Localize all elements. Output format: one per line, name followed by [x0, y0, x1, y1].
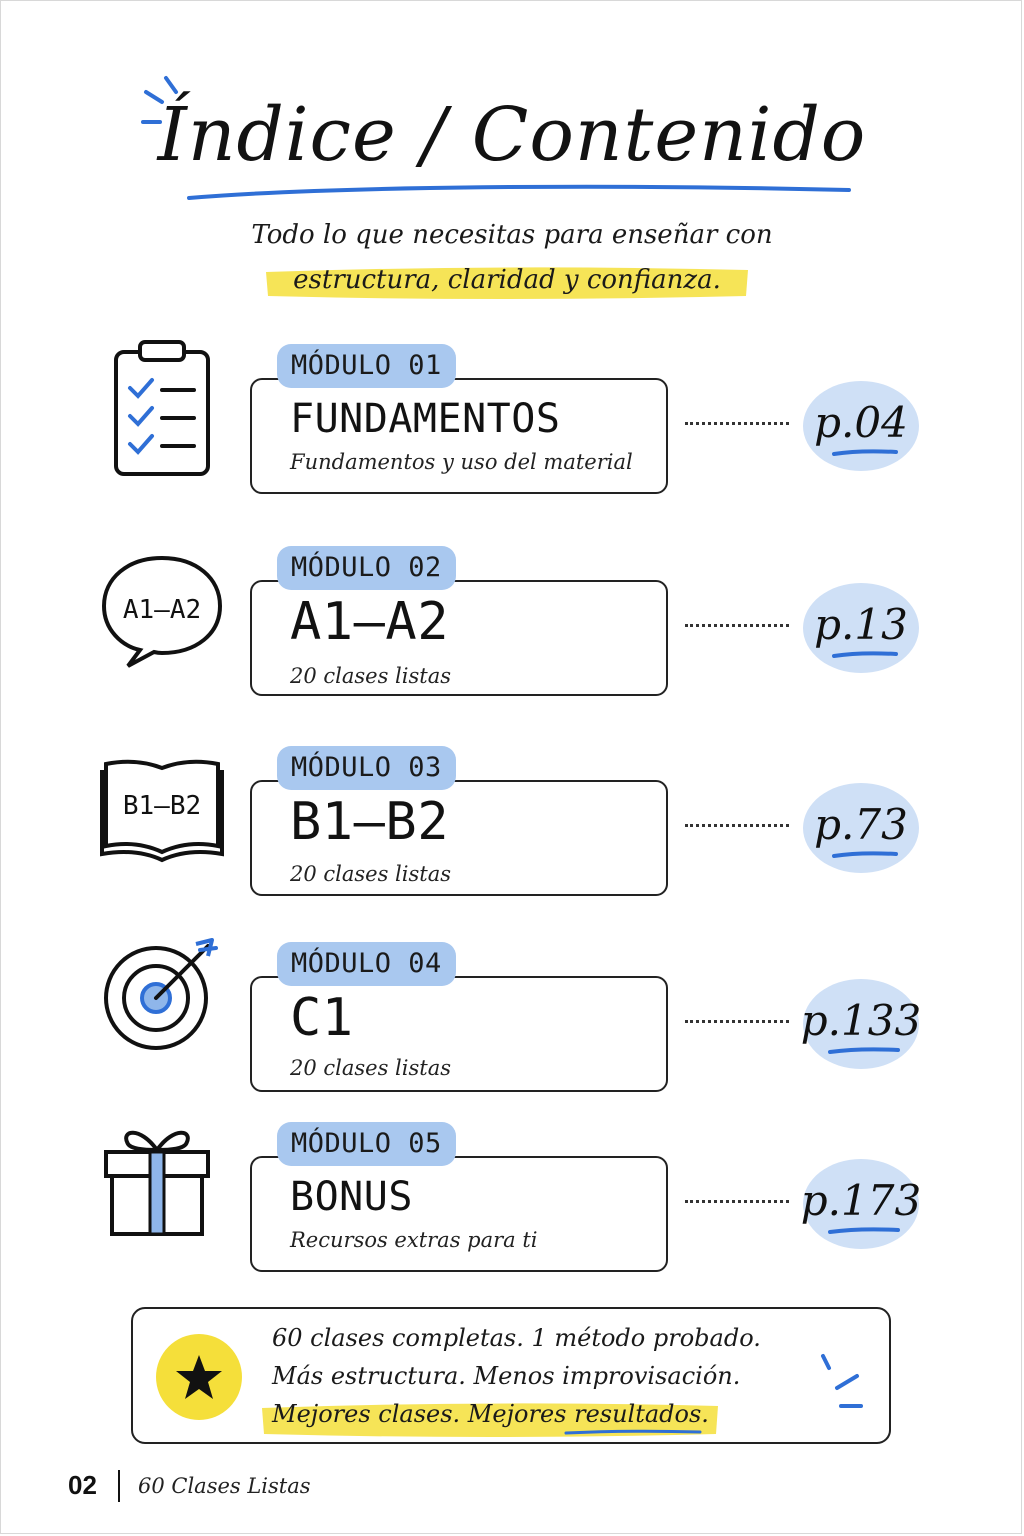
page-number-link[interactable]: p.13	[814, 600, 908, 649]
target-arrow-icon	[100, 936, 224, 1086]
speech-bubble-icon	[100, 540, 224, 690]
star-icon	[155, 1333, 243, 1421]
summary-line-2: Más estructura. Menos improvisación.	[272, 1362, 741, 1390]
footer-divider	[118, 1470, 120, 1502]
footer-page-number: 02	[68, 1470, 97, 1500]
module-row-01[interactable]	[0, 338, 1024, 508]
gift-icon	[100, 1116, 224, 1266]
module-row-05[interactable]	[0, 1116, 1024, 1286]
summary-line-1: 60 clases completas. 1 método probado.	[272, 1324, 761, 1352]
open-book-icon	[100, 740, 224, 890]
subtitle-line-2: estructura, claridad y confianza.	[293, 265, 721, 295]
dotted-leader	[685, 1020, 789, 1027]
dotted-leader	[685, 824, 789, 831]
module-tag: MÓDULO 01	[277, 344, 456, 388]
module-name: A1–A2	[290, 592, 450, 652]
speech-bubble-label: A1–A2	[122, 595, 202, 625]
module-name: BONUS	[290, 1174, 413, 1220]
page-title: Índice / Contenido	[157, 92, 867, 178]
module-name: FUNDAMENTOS	[290, 396, 561, 442]
footer-book-title: 60 Clases Listas	[138, 1474, 311, 1498]
module-tag: MÓDULO 05	[277, 1122, 456, 1166]
page-number-link[interactable]: p.73	[814, 800, 908, 849]
module-description: Recursos extras para ti	[290, 1228, 538, 1252]
summary-line-3: Mejores clases. Mejores resultados.	[272, 1400, 709, 1428]
module-row-04[interactable]	[0, 936, 1024, 1106]
clipboard-checklist-icon	[100, 338, 224, 488]
subtitle-line-1: Todo lo que necesitas para enseñar con	[251, 220, 773, 250]
module-row-03[interactable]	[0, 740, 1024, 910]
title-underline	[185, 176, 855, 206]
dotted-leader	[685, 1200, 789, 1207]
module-tag: MÓDULO 04	[277, 942, 456, 986]
module-description: Fundamentos y uso del material	[290, 450, 633, 474]
module-description: 20 clases listas	[290, 862, 451, 886]
sparkle-lines-icon	[815, 1350, 875, 1414]
page-number-link[interactable]: p.133	[800, 996, 922, 1045]
book-label: B1–B2	[122, 791, 202, 821]
subtitle-highlight-block	[262, 262, 752, 302]
module-name: C1	[290, 988, 354, 1048]
module-name: B1–B2	[290, 792, 450, 852]
module-row-02[interactable]	[0, 540, 1024, 710]
page-number-link[interactable]: p.173	[800, 1176, 922, 1225]
dotted-leader	[685, 624, 789, 631]
module-tag: MÓDULO 03	[277, 746, 456, 790]
module-description: 20 clases listas	[290, 664, 451, 688]
module-description: 20 clases listas	[290, 1056, 451, 1080]
page-number-link[interactable]: p.04	[814, 398, 908, 447]
dotted-leader	[685, 422, 789, 429]
module-tag: MÓDULO 02	[277, 546, 456, 590]
